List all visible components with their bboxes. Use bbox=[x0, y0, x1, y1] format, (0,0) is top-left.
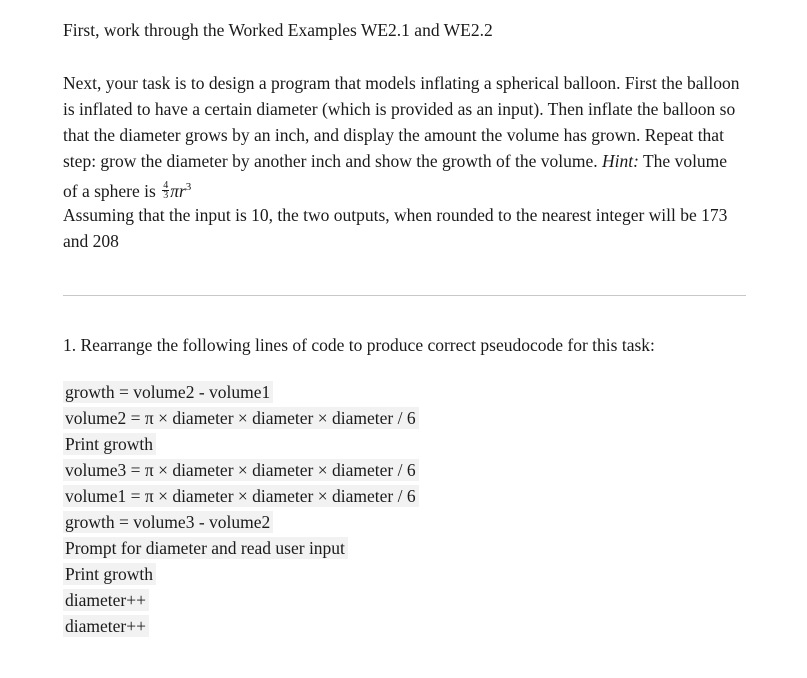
fraction-denominator: 3 bbox=[163, 190, 169, 202]
task-description bbox=[63, 70, 743, 204]
task-text: Next, your task is to design a program that models inflating a spherical balloon. First the balloon is inflated to have a certain diameter (which is provided as an input). Then inflate the balloon so that the diameter grows by an inch, and display the amount the volume has grown. Repeat that step: grow the diameter by another inch and show the growth of the volume. bbox=[63, 73, 740, 171]
section-divider bbox=[63, 295, 746, 296]
code-line[interactable]: diameter++ bbox=[63, 615, 149, 637]
code-line[interactable]: volume2 = π × diameter × diameter × diameter / 6 bbox=[63, 407, 419, 429]
code-line[interactable]: Prompt for diameter and read user input bbox=[63, 537, 348, 559]
fraction-numerator: 4 bbox=[163, 180, 169, 192]
code-lines-list bbox=[63, 381, 419, 641]
formula-fraction bbox=[162, 181, 169, 200]
hint-label: Hint: bbox=[601, 151, 639, 171]
assumption-text: Assuming that the input is 10, the two outputs, when rounded to the nearest integer will be 173 and 208 bbox=[63, 205, 728, 251]
hint-text: The volume of a sphere is bbox=[63, 151, 728, 201]
intro-text: First, work through the Worked Examples WE2.1 and WE2.2 bbox=[63, 20, 493, 40]
formula-expression: πr bbox=[170, 180, 186, 201]
formula-exponent: 3 bbox=[185, 181, 192, 193]
code-line[interactable]: growth = volume2 - volume1 bbox=[63, 381, 273, 403]
code-line[interactable]: volume3 = π × diameter × diameter × diameter / 6 bbox=[63, 459, 419, 481]
code-line[interactable]: growth = volume3 - volume2 bbox=[63, 511, 273, 533]
code-line[interactable]: Print growth bbox=[63, 433, 156, 455]
question-prompt: 1. Rearrange the following lines of code to produce correct pseudocode for this task: bbox=[63, 335, 655, 355]
code-line[interactable]: volume1 = π × diameter × diameter × diameter / 6 bbox=[63, 485, 419, 507]
code-line[interactable]: Print growth bbox=[63, 563, 156, 585]
code-line[interactable]: diameter++ bbox=[63, 589, 149, 611]
